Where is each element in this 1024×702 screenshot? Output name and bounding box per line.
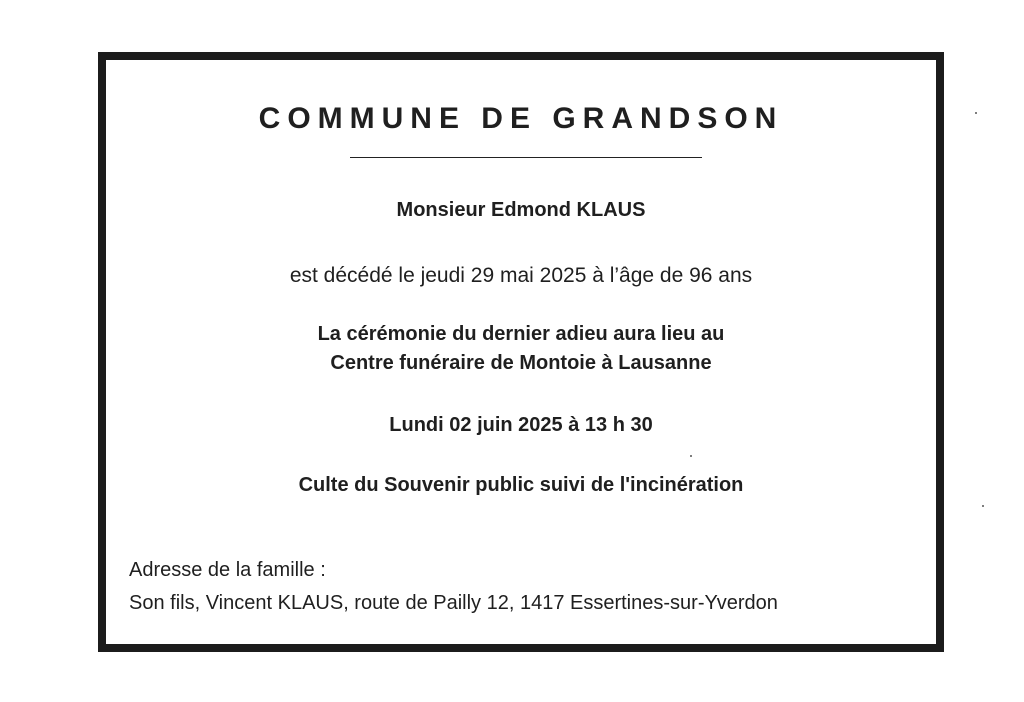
notice-card (98, 52, 944, 652)
ceremony-line-2: Centre funéraire de Montoie à Lausanne (330, 352, 712, 374)
scan-speck (690, 455, 692, 457)
family-address-label: Adresse de la famille : (129, 559, 326, 581)
ceremony-line-1: La cérémonie du dernier adieu aura lieu au (317, 323, 725, 345)
ceremony-datetime: Lundi 02 juin 2025 à 13 h 30 (389, 414, 653, 436)
deceased-name: Monsieur Edmond KLAUS (396, 199, 646, 221)
notice-title: COMMUNE DE GRANDSON (258, 102, 784, 135)
scan-speck (975, 112, 977, 114)
service-description: Culte du Souvenir public suivi de l'incinération (298, 474, 744, 496)
title-underline (350, 157, 702, 158)
death-statement: est décédé le jeudi 29 mai 2025 à l’âge de 96 ans (289, 264, 753, 287)
scan-speck (982, 505, 984, 507)
family-address: Son fils, Vincent KLAUS, route de Pailly 12, 1417 Essertines-sur-Yverdon (129, 592, 778, 614)
